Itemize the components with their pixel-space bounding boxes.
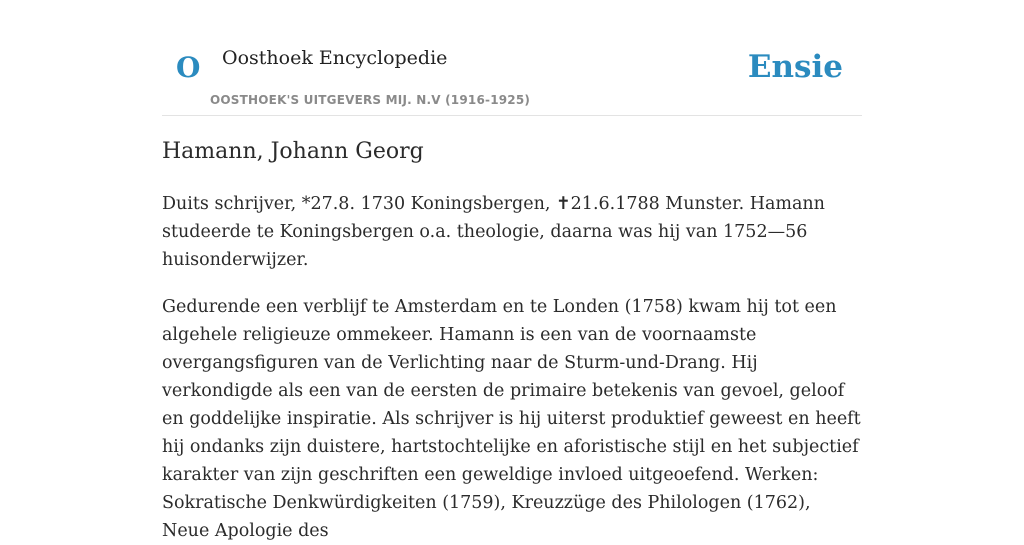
- site-title[interactable]: Oosthoek Encyclopedie: [222, 47, 448, 69]
- article-title: Hamann, Johann Georg: [162, 139, 424, 164]
- site-header: [162, 28, 862, 116]
- ensie-logo-link[interactable]: Ensie: [747, 49, 843, 85]
- brand-logo-letter[interactable]: O: [176, 51, 201, 84]
- site-subtitle: OOSTHOEK'S UITGEVERS MIJ. N.V (1916-1925): [210, 93, 531, 107]
- article-paragraph-1: Duits schrijver, *27.8. 1730 Koningsbergen, ✝21.6.1788 Munster. Hamann studeerde te Koningsbergen o.a. theologie, daarna was hij van 1752—56 huisonderwijzer.: [162, 193, 825, 270]
- article-paragraph-2: Gedurende een verblijf te Amsterdam en te Londen (1758) kwam hij tot een algehele religieuze ommekeer. Hamann is een van de voornaamste overgangsfiguren van de Verlichting naar de Sturm-und-Drang. Hij verkondigde als een van de eersten de primaire betekenis van gevoel, geloof en goddelijke inspiratie. Als schrijver is hij uiterst produktief geweest en heeft hij ondanks zijn duistere, hartstochtelijke en aforistische stijl en het subjectief karakter van zijn geschriften een geweldige invloed uitgeoefend. Werken: Sokratische Denkwürdigkeiten (1759), Kreuzzüge des Philologen (1762), Neue Apologie des: [162, 296, 861, 541]
- article: [162, 138, 862, 545]
